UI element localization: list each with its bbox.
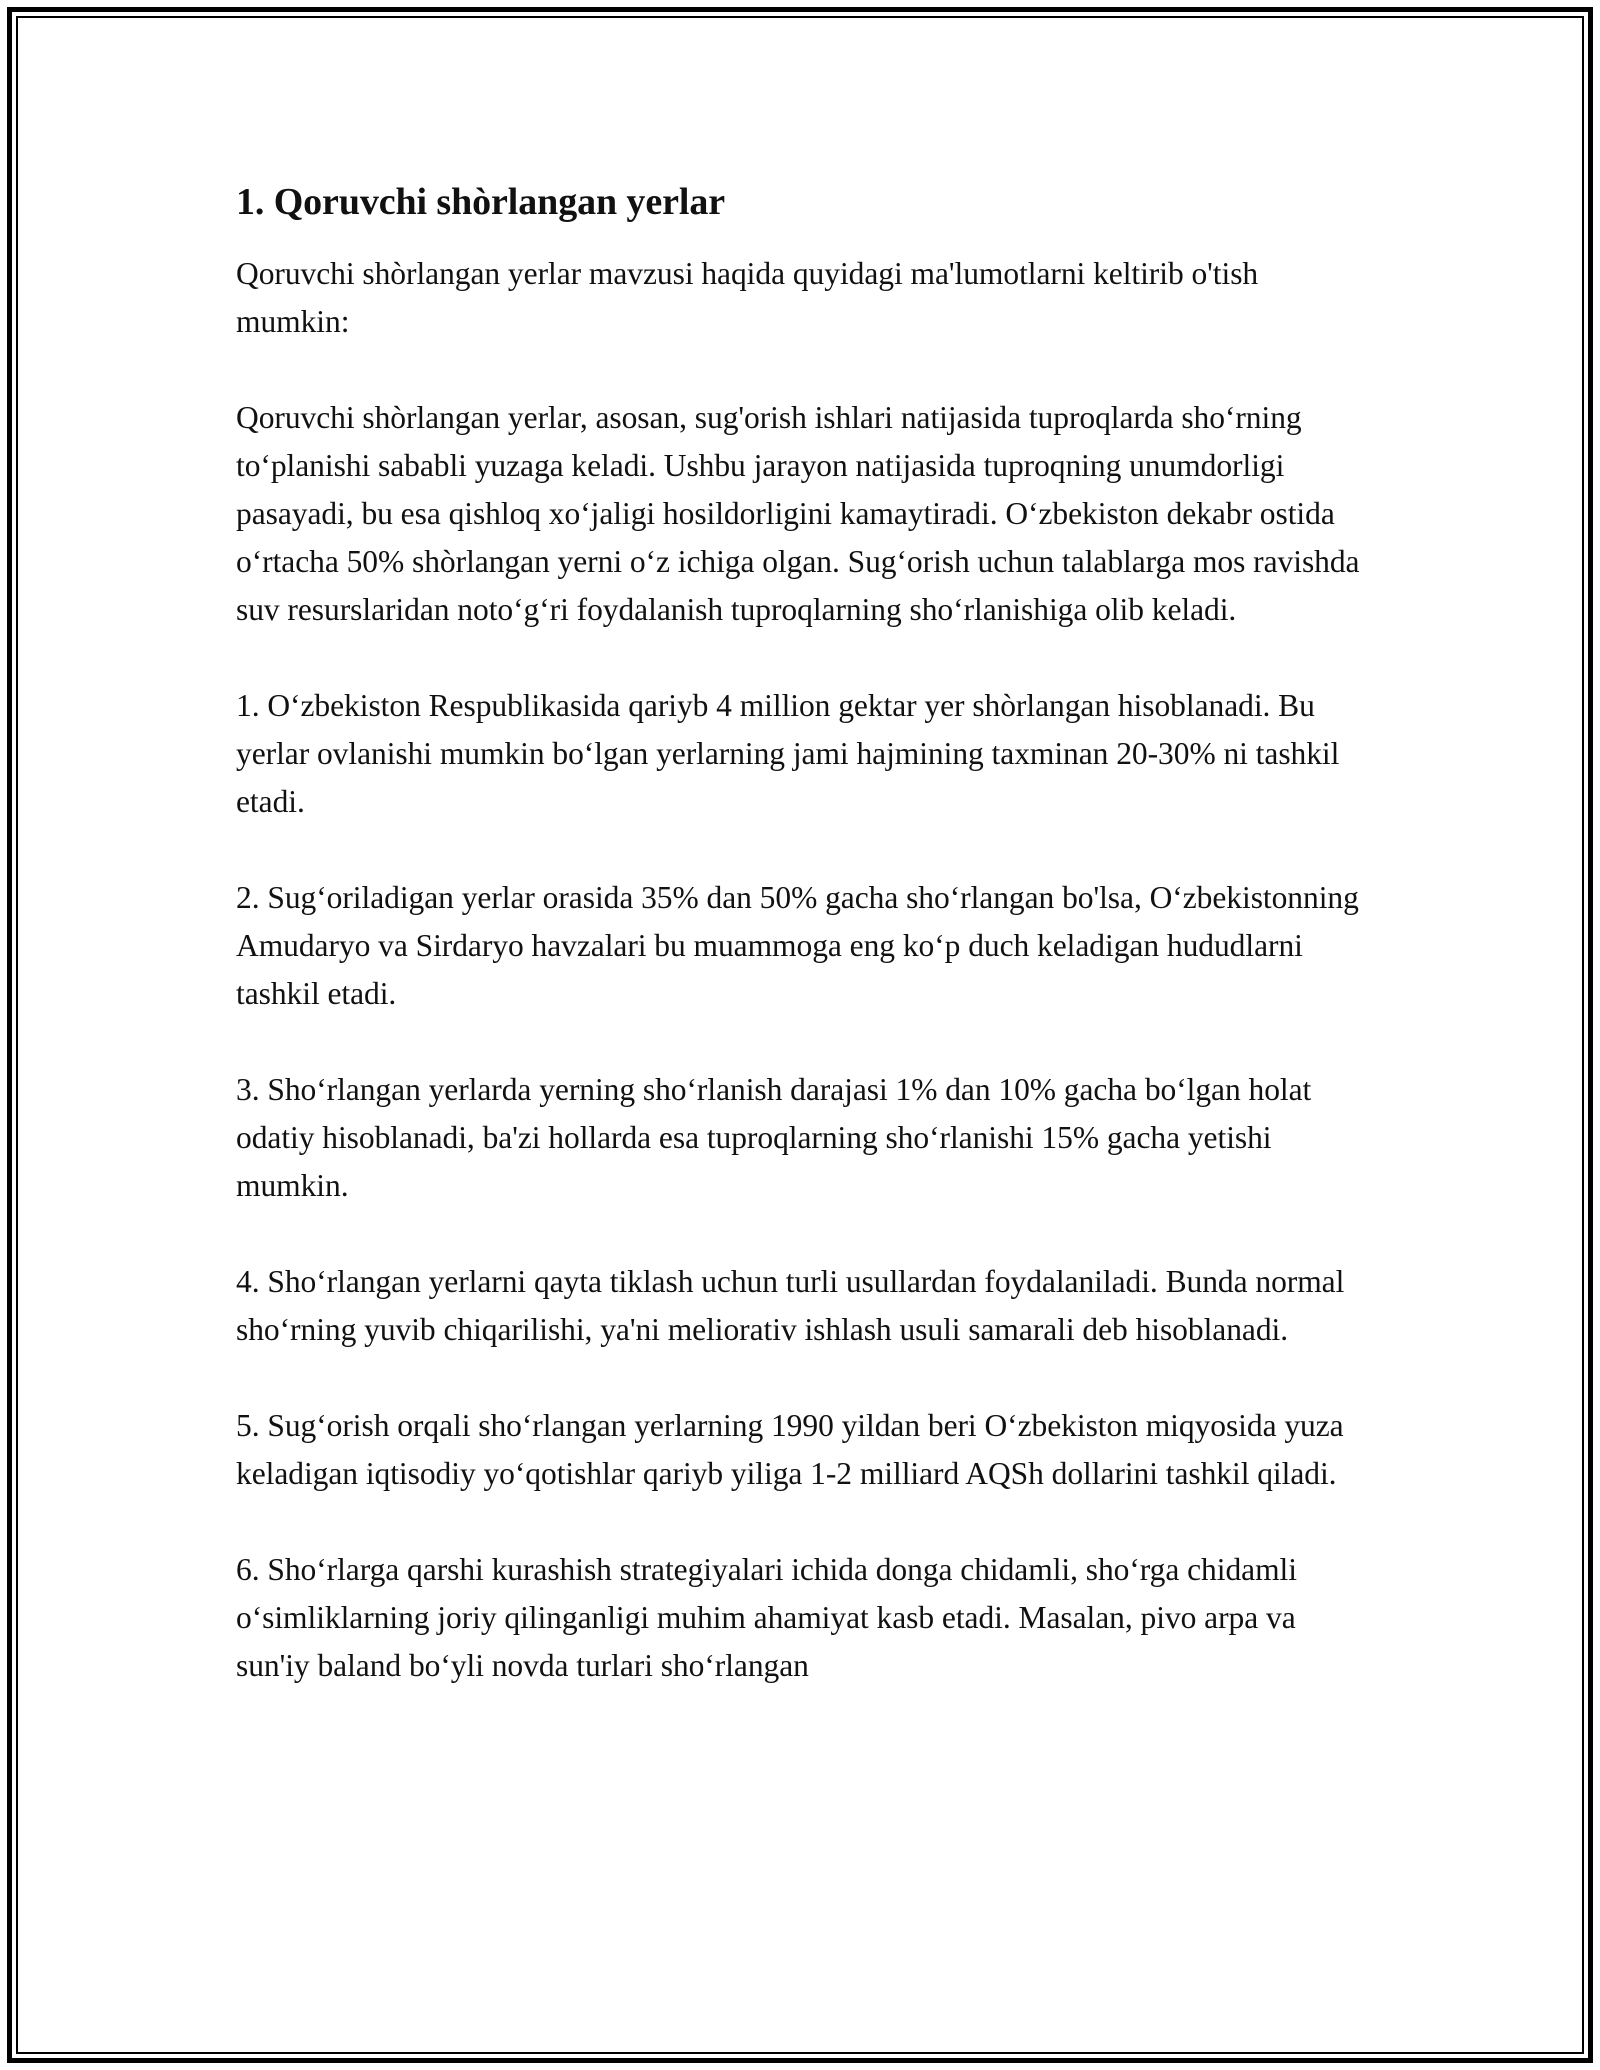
list-item-2: 2. Sug‘oriladigan yerlar orasida 35% dan 50% gacha sho‘rlangan bo'lsa, O‘zbekistonning Amudaryo va Sirdaryo havzalari bu muammoga eng ko‘p duch keladigan hududlarni tashkil etadi. [236, 879, 1359, 1011]
list-item-5: 5. Sug‘orish orqali sho‘rlangan yerlarning 1990 yildan beri O‘zbekiston miqyosida yuza keladigan iqtisodiy yo‘qotishlar qariyb yiliga 1-2 milliard AQSh dollarini tashkil qiladi. [236, 1407, 1344, 1491]
list-item-3: 3. Sho‘rlangan yerlarda yerning sho‘rlanish darajasi 1% dan 10% gacha bo‘lgan holat odatiy hisoblanadi, ba'zi hollarda esa tuproqlarning sho‘rlanishi 15% gacha yetishi mumkin. [236, 1071, 1312, 1203]
overview-paragraph: Qoruvchi shòrlangan yerlar, asosan, sug'orish ishlari natijasida tuproqlarda sho‘rning to‘planishi sababli yuzaga keladi. Ushbu jarayon natijasida tuproqning unumdorligi pasayadi, bu esa qishloq xo‘jaligi hosildorligini kamaytiradi. O‘zbekiston dekabr ostida o‘rtacha 50% shòrlangan yerni o‘z ichiga olgan. Sug‘orish uchun talablarga mos ravishda suv resurslaridan noto‘g‘ri foydalanish tuproqlarning sho‘rlanishiga olib keladi. [236, 399, 1360, 627]
intro-paragraph: Qoruvchi shòrlangan yerlar mavzusi haqida quyidagi ma'lumotlarni keltirib o'tish mumkin: [236, 255, 1259, 339]
list-item-1: 1. O‘zbekiston Respublikasida qariyb 4 million gektar yer shòrlangan hisoblanadi. Bu yerlar ovlanishi mumkin bo‘lgan yerlarning jami hajmining taxminan 20-30% ni tashkil etadi. [236, 687, 1340, 819]
list-item-6: 6. Sho‘rlarga qarshi kurashish strategiyalari ichida donga chidamli, sho‘rga chidamli o‘simliklarning joriy qilinganligi muhim ahamiyat kasb etadi. Masalan, pivo arpa va sun'iy baland bo‘yli novda turlari sho‘rlangan [236, 1551, 1297, 1683]
document-body [236, 180, 1366, 1690]
list-item-4: 4. Sho‘rlangan yerlarni qayta tiklash uchun turli usullardan foydalaniladi. Bunda normal sho‘rning yuvib chiqarilishi, ya'ni meliorativ ishlash usuli samarali deb hisoblanadi. [236, 1263, 1345, 1347]
section-heading: 1. Qoruvchi shòrlangan yerlar [236, 181, 725, 223]
